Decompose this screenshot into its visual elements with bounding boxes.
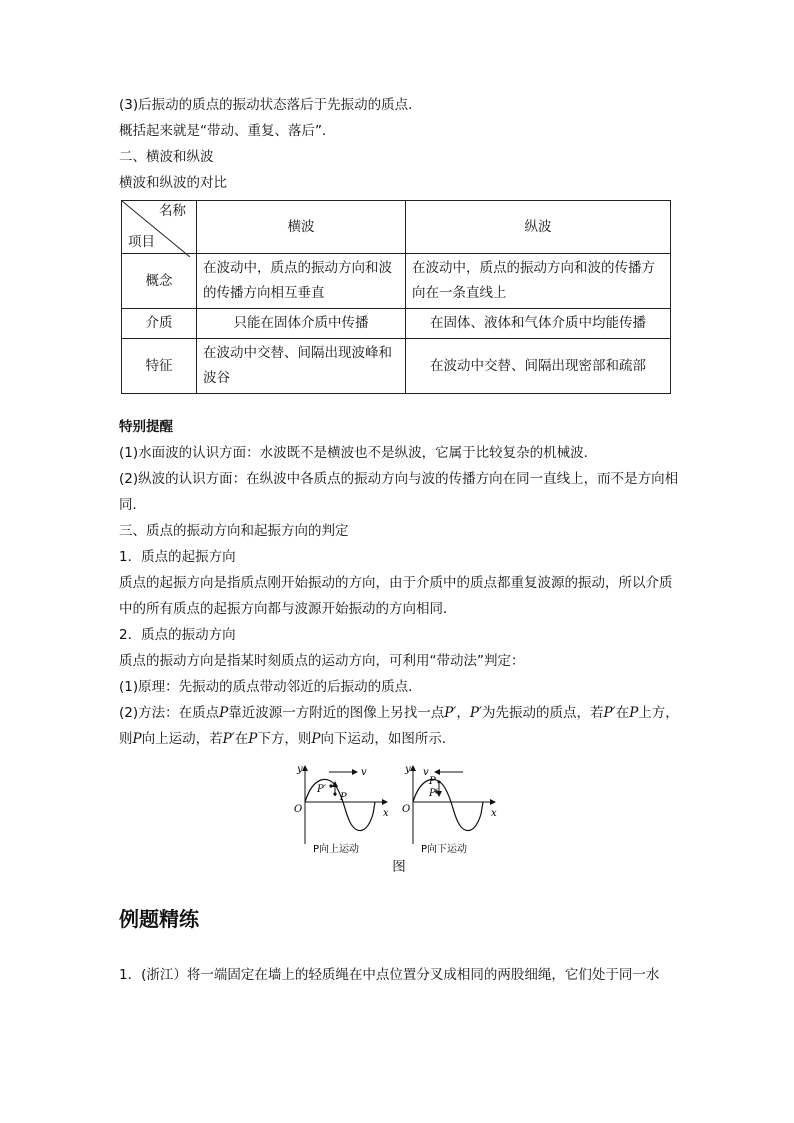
intro-point-3: (3)后振动的质点的振动状态落后于先振动的质点． bbox=[119, 97, 422, 113]
origin-label: O bbox=[294, 804, 303, 815]
x-axis-label: x bbox=[383, 808, 389, 819]
section3-heading: 三、质点的振动方向和起振方向的判定 bbox=[119, 523, 349, 539]
wave-figures bbox=[119, 762, 679, 854]
y-axis-label: y bbox=[405, 764, 411, 775]
table-corner-cell bbox=[122, 201, 197, 254]
row-transverse: 在波动中交替、间隔出现波峰和波谷 bbox=[197, 339, 406, 394]
reminder-point-2: (2)纵波的认识方面：在纵波中各质点的振动方向与波的传播方向在同一直线上，而不是方向相同． bbox=[119, 471, 679, 513]
wave-figure-up bbox=[291, 762, 391, 854]
intro-summary: 概括起来就是“带动、重复、落后”． bbox=[119, 123, 336, 139]
p-label: P bbox=[429, 776, 436, 787]
row-longitudinal: 在波动中，质点的振动方向和波的传播方向在一条直线上 bbox=[406, 254, 671, 309]
row-item: 介质 bbox=[122, 309, 197, 339]
subsection-2-text: 质点的振动方向是指某时刻质点的运动方向，可利用“带动法”判定： bbox=[119, 653, 525, 669]
y-axis-label: y bbox=[297, 764, 303, 775]
origin-label: O bbox=[402, 804, 411, 815]
reminder-point-1: (1)水面波的认识方面：水波既不是横波也不是纵波，它属于比较复杂的机械波． bbox=[119, 445, 598, 461]
row-longitudinal: 在波动中交替、间隔出现密部和疏部 bbox=[406, 339, 671, 394]
row-item: 特征 bbox=[122, 339, 197, 394]
document-page bbox=[119, 92, 679, 988]
question-1: 1．(浙江）将一端固定在墙上的轻质绳在中点位置分叉成相同的两股细绳，它们处于同一水 bbox=[119, 967, 660, 983]
table-header-row bbox=[122, 201, 671, 254]
p-prime-label: P′ bbox=[429, 788, 438, 799]
table-row bbox=[122, 254, 671, 309]
principle-text: (1)原理：先振动的质点带动邻近的后振动的质点． bbox=[119, 679, 422, 695]
subsection-2-title: 2．质点的振动方向 bbox=[119, 627, 236, 643]
right-caption: P向下运动 bbox=[421, 844, 468, 854]
reminder-title: 特别提醒 bbox=[119, 419, 173, 435]
table-row bbox=[122, 309, 671, 339]
subsection-1-title: 1．质点的起振方向 bbox=[119, 549, 236, 565]
header-longitudinal: 纵波 bbox=[406, 201, 671, 254]
velocity-label: v bbox=[361, 767, 367, 778]
row-longitudinal: 在固体、液体和气体介质中均能传播 bbox=[406, 309, 671, 339]
x-axis-label: x bbox=[491, 808, 497, 819]
method-text: (2)方法：在质点P靠近波源一方附近的图像上另找一点P′，P′为先振动的质点，若P′在P上方，则P向上运动，若P′在P下方，则P向下运动，如图所示． bbox=[119, 705, 679, 747]
corner-top-label: 名称 bbox=[159, 203, 186, 219]
table-caption: 横波和纵波的对比 bbox=[119, 175, 227, 191]
row-transverse: 只能在固体介质中传播 bbox=[197, 309, 406, 339]
velocity-label: v bbox=[423, 767, 429, 778]
examples-heading: 例题精练 bbox=[119, 907, 199, 931]
left-caption: P向上运动 bbox=[313, 844, 360, 854]
p-prime-label: P′ bbox=[317, 784, 326, 795]
row-item: 概念 bbox=[122, 254, 197, 309]
figure-caption: 图 bbox=[392, 859, 406, 875]
table-row bbox=[122, 339, 671, 394]
header-transverse: 横波 bbox=[197, 201, 406, 254]
wave-figure-down bbox=[399, 762, 499, 854]
section2-heading: 二、横波和纵波 bbox=[119, 149, 214, 165]
p-label: P bbox=[340, 792, 347, 803]
comparison-table bbox=[121, 200, 671, 394]
subsection-1-text: 质点的起振方向是指质点刚开始振动的方向，由于介质中的质点都重复波源的振动，所以介质中的所有质点的起振方向都与波源开始振动的方向相同． bbox=[119, 575, 673, 617]
row-transverse: 在波动中，质点的振动方向和波的传播方向相互垂直 bbox=[197, 254, 406, 309]
corner-bottom-label: 项目 bbox=[128, 234, 155, 250]
